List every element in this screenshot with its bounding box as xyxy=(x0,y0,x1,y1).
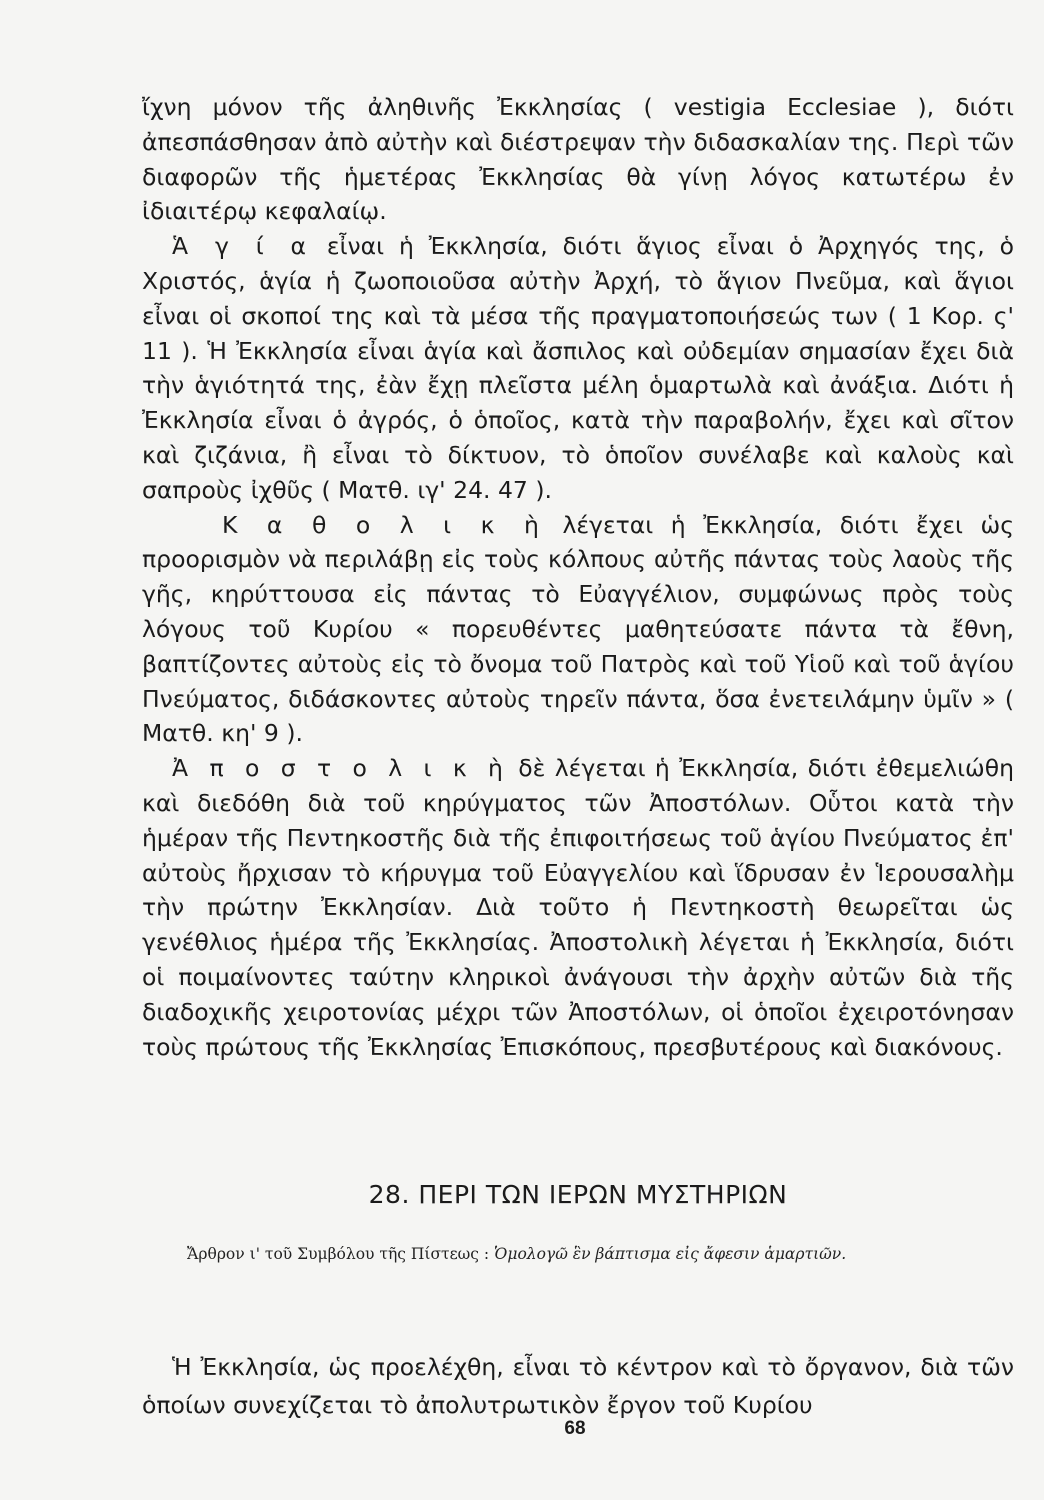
paragraph-text: δὲ λέγεται ἡ Ἐκκλησία, διότι ἐθεμελιώθη καὶ διεδόθη διὰ τοῦ κηρύγματος τῶν Ἀποστόλων. Οὗτοι κατὰ τὴν ἡμέραν τῆς Πεντηκοστῆς διὰ τῆς ἐπιφοιτήσεως τοῦ ἁγίου Πνεύματος ἐπ' αὐτοὺς ἤρχισαν τὸ κήρυγμα τοῦ Εὐαγγελίου καὶ ἵδρυσαν ἐν Ἱερουσαλὴμ τὴν πρώτην Ἐκκλησίαν. Διὰ τοῦτο ἡ Πεντηκοστὴ θεωρεῖται ὡς γενέθλιος ἡμέρα τῆς Ἐκκλησίας. Ἀποστολικὴ λέγεται ἡ Ἐκκλησία, διότι οἱ ποιμαίνοντες ταύτην κληρικοὶ ἀνάγουσι τὴν ἀρχὴν αὐτῶν διὰ τῆς διαδοχικῆς χειροτονίας μέχρι τῶν Ἀποστόλων, οἱ ὁποῖοι ἐχειροτόνησαν τοὺς πρώτους τῆς Ἐκκλησίας Ἐπισκόπους, πρεσβυτέρους καὶ διακόνους. xyxy=(142,754,1014,1061)
paragraph-text: λέγεται ἡ Ἐκκλησία, διότι ἔχει ὡς προορισμὸν νὰ περιλάβῃ εἰς τοὺς κόλπους αὐτῆς πάντας τοὺς λαοὺς τῆς γῆς, κηρύττουσα εἰς πάντας τὸ Εὐαγγέλιον, συμφώνως πρὸς τοὺς λόγους τοῦ Κυρίου « πορευθέντες μαθητεύσατε πάντα τὰ ἔθνη, βαπτίζοντες αὐτοὺς εἰς τὸ ὄνομα τοῦ Πατρὸς καὶ τοῦ Υἱοῦ καὶ τοῦ ἁγίου Πνεύματος, διδάσκοντες αὐτοὺς τηρεῖν πάντα, ὅσα ἐνετειλάμην ὑμῖν » ( Ματθ. κη' 9 ). xyxy=(142,510,1014,748)
epigraph xyxy=(142,1242,1014,1266)
paragraph-lead-word: Ἀ π ο σ τ ο λ ι κ ὴ xyxy=(172,754,509,783)
paragraph-text: ἴχνη μόνον τῆς ἀληθινῆς Ἐκκλησίας ( vestigia Ecclesiae ), διότι ἀπεσπάσθησαν ἀπὸ αὐτὴν καὶ διέστρεψαν τὴν διδασκαλίαν της. Περὶ τῶν διαφορῶν τῆς ἡμετέρας Ἐκκλησίας θὰ γίνῃ λόγος κατωτέρω ἐν ἰδιαιτέρῳ κεφαλαίῳ. xyxy=(142,93,1014,226)
epigraph-prefix: Ἄρθρον ι' τοῦ Συμβόλου τῆς Πίστεως : xyxy=(187,1245,495,1263)
epigraph-quote: Ὁμολογῶ ἓν βάπτισμα εἰς ἄφεσιν ἁμαρτιῶν. xyxy=(494,1245,847,1263)
section-heading: 28. ΠΕΡΙ ΤΩΝ ΙΕΡΩΝ ΜΥΣΤΗΡΙΩΝ xyxy=(368,1180,788,1209)
paragraph-agia xyxy=(142,229,1014,507)
page-number: 68 xyxy=(564,1418,586,1439)
paragraph-lead-word: Κ α θ ο λ ι κ ὴ xyxy=(222,510,545,539)
body-text xyxy=(142,90,1014,1064)
paragraph-lead-word: Ἁ γ ί α xyxy=(172,232,313,261)
paragraph-ecclesia-vestigia xyxy=(142,90,1014,229)
paragraph-katholiki xyxy=(142,508,1014,752)
paragraph-text: εἶναι ἡ Ἐκκλησία, διότι ἅγιος εἶναι ὁ Ἀρχηγός της, ὁ Χριστός, ἁγία ἡ ζωοποιοῦσα αὐτὴν Ἀρχή, τὸ ἅγιον Πνεῦμα, καὶ ἅγιοι εἶναι οἱ σκοποί της καὶ τὰ μέσα τῆς πραγματοποιήσεώς των ( 1 Κορ. ς' 11 ). Ἡ Ἐκκλησία εἶναι ἁγία καὶ ἄσπιλος καὶ οὐδεμίαν σημασίαν ἔχει διὰ τὴν ἁγιότητά της, ἐὰν ἔχῃ πλεῖστα μέλη ὁμαρτωλὰ καὶ ἀνάξια. Διότι ἡ Ἐκκλησία εἶναι ὁ ἀγρός, ὁ ὁποῖος, κατὰ τὴν παραβολήν, ἔχει καὶ σῖτον καὶ ζιζάνια, ἢ εἶναι τὸ δίκτυον, τὸ ὁποῖον συνέλαβε καὶ καλοὺς καὶ σαπροὺς ἰχθῦς ( Ματθ. ιγ' 24. 47 ). xyxy=(142,232,1014,504)
closing-paragraph: Ἡ Ἐκκλησία, ὡς προελέχθη, εἶναι τὸ κέντρον καὶ τὸ ὄργανον, διὰ τῶν ὁποίων συνεχίζεται τὸ ἀπολυτρωτικὸν ἔργον τοῦ Κυρίου xyxy=(142,1352,1014,1419)
paragraph-apostoliki xyxy=(142,751,1014,1064)
